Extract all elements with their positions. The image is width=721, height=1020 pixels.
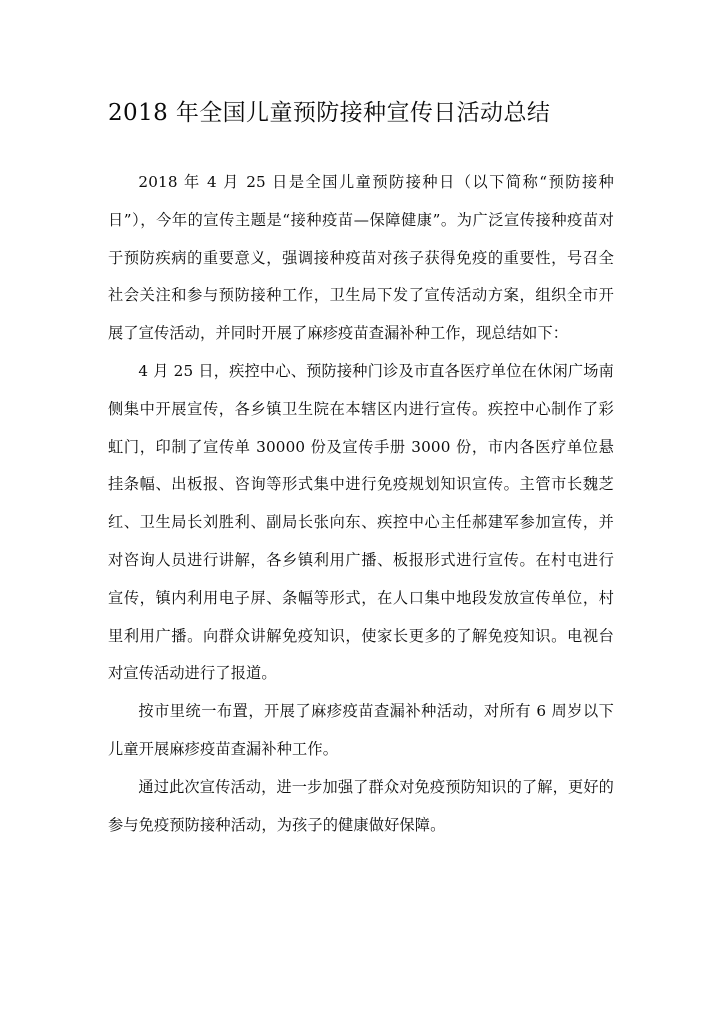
page-title: 2018 年全国儿童预防接种宣传日活动总结 (108, 100, 551, 127)
paragraph-measles-supplement: 按市里统一布置，开展了麻疹疫苗查漏补种活动，对所有 6 周岁以下儿童开展麻疹疫苗查漏补种工作。 (108, 702, 614, 758)
paragraph-conclusion: 通过此次宣传活动，进一步加强了群众对免疫预防知识的了解，更好的参与免疫预防接种活动，为孩子的健康做好保障。 (108, 777, 614, 834)
paragraph-intro: 2018 年 4 月 25 日是全国儿童预防接种日（以下简称“预防接种日”），今年的宣传主题是“接种疫苗—保障健康”。为广泛宣传接种疫苗对于预防疾病的重要意义，强调接种疫苗对孩子获得免疫的重要性，号召全社会关注和参与预防接种工作，卫生局下发了宣传活动方案，组织全市开展了宣传活动，并同时开展了麻疹疫苗查漏补种工作，现总结如下： (108, 173, 614, 343)
paragraph-activities: 4 月 25 日，疾控中心、预防接种门诊及市直各医疗单位在休闲广场南侧集中开展宣传，各乡镇卫生院在本辖区内进行宣传。疾控中心制作了彩虹门，印制了宣传单 30000 份及宣传手册 3000 份，市内各医疗单位悬挂条幅、出板报、咨询等形式集中进行免疫规划知识宣传。主管市长魏芝红、卫生局长刘胜利、副局长张向东、疾控中心主任郝建军参加宣传，并对咨询人员进行讲解，各乡镇利用广播、板报形式进行宣传。在村屯进行宣传，镇内利用电子屏、条幅等形式，在人口集中地段发放宣传单位，村里利用广播。向群众讲解免疫知识，使家长更多的了解免疫知识。电视台对宣传活动进行了报道。 (108, 361, 614, 683)
document-body (108, 164, 614, 844)
